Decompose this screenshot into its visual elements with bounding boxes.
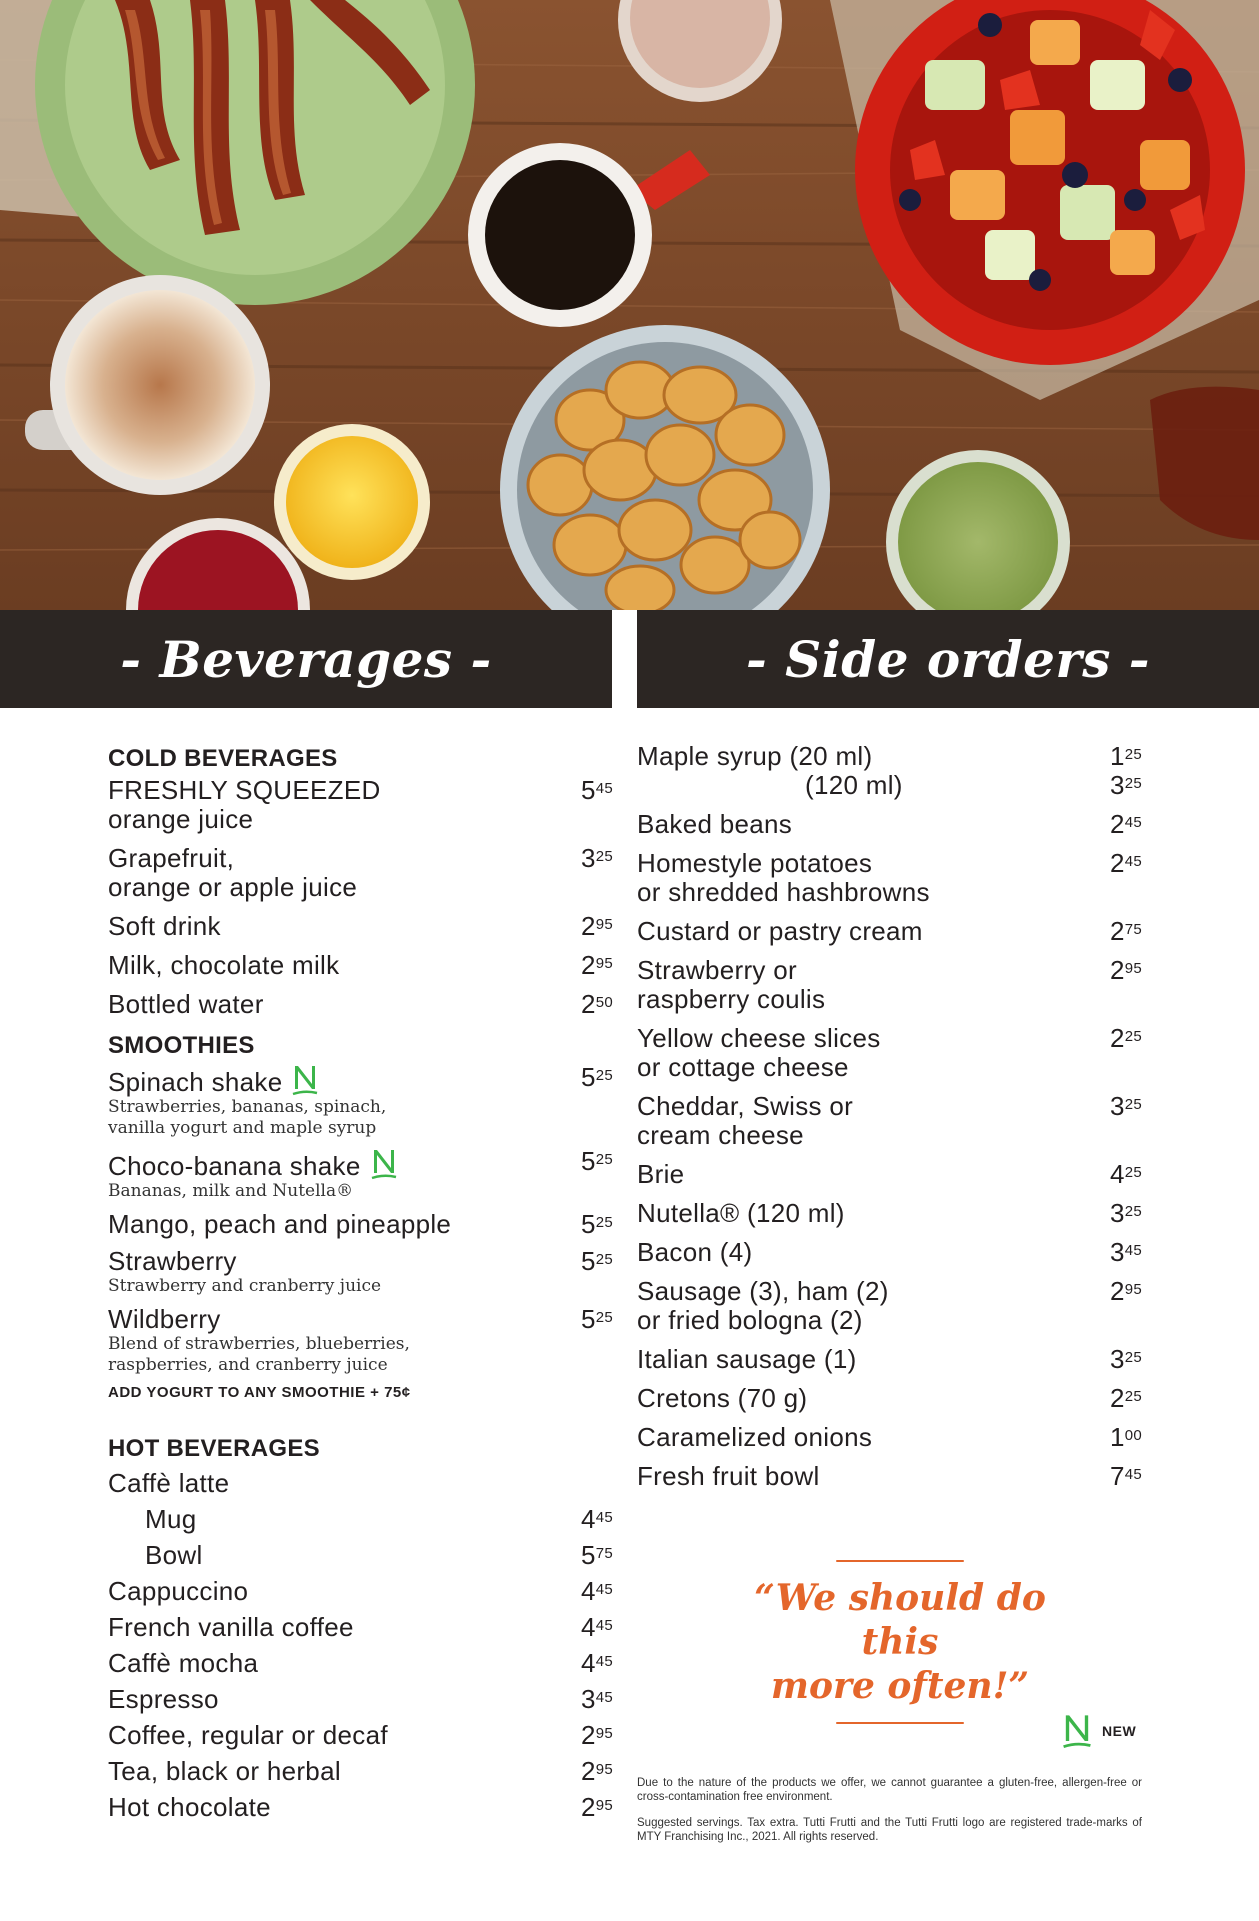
beverages-column [108, 742, 613, 1832]
item-price: $4^{45}$ [580, 1612, 613, 1642]
menu-item [108, 1247, 613, 1297]
item-price: $5^{45}$ [580, 775, 613, 805]
item-price: $3^{45}$ [580, 1684, 613, 1714]
menu-item [637, 771, 1142, 800]
item-name: Cheddar, Swiss or [637, 1091, 854, 1121]
item-name: Bacon (4) [637, 1237, 753, 1267]
menu-item [108, 776, 613, 834]
item-name: Caramelized onions [637, 1422, 873, 1452]
menu-item [108, 1721, 613, 1750]
item-name-line2: orange juice [108, 804, 254, 834]
menu-item [637, 1199, 1142, 1228]
item-price: $3^{25}$ [1109, 1091, 1142, 1121]
menu-item [637, 810, 1142, 839]
side-orders-banner: - Side orders - [637, 610, 1259, 708]
item-description: Blend of strawberries, blueberries, [108, 1334, 410, 1354]
item-price: $2^{45}$ [1109, 809, 1142, 839]
quote-rule-top [836, 1560, 964, 1562]
item-name-line2: raspberry coulis [637, 984, 826, 1014]
item-price: $2^{95}$ [1109, 1276, 1142, 1306]
item-description: Bananas, milk and Nutella® [108, 1181, 354, 1201]
menu-item [108, 951, 613, 980]
new-legend-label: NEW [1102, 1723, 1137, 1739]
tagline-quote [710, 1560, 1090, 1724]
menu-item [108, 1063, 613, 1139]
quote-rule-bottom [836, 1722, 964, 1724]
quote-line-2: more often!” [770, 1665, 1030, 1707]
item-price: $1^{25}$ [1109, 741, 1142, 771]
item-name: Espresso [108, 1684, 219, 1714]
item-price: $2^{25}$ [1109, 1383, 1142, 1413]
menu-item [637, 1277, 1142, 1335]
item-name: Maple syrup (20 ml) [637, 741, 873, 771]
item-description: Strawberries, bananas, spinach, [108, 1097, 387, 1117]
item-price: $2^{95}$ [580, 950, 613, 980]
item-name: Hot chocolate [108, 1792, 271, 1822]
item-name: Wildberry [108, 1304, 221, 1334]
menu-item [637, 1238, 1142, 1267]
item-price: $3^{25}$ [1109, 1344, 1142, 1374]
item-price: $7^{45}$ [1109, 1461, 1142, 1491]
menu-item [108, 1147, 613, 1202]
menu-item [108, 1505, 613, 1534]
item-price: $5^{25}$ [580, 1062, 613, 1092]
legal-disclaimer: Suggested servings. Tax extra. Tutti Frutti and the Tutti Frutti logo are registered trade-marks of MTY Franchising Inc., 2021. All rights reserved. [637, 1817, 1142, 1843]
hot-beverages-heading: HOT BEVERAGES [108, 1435, 320, 1462]
menu-item [637, 1092, 1142, 1150]
menu-item [637, 1384, 1142, 1413]
menu-item [637, 956, 1142, 1014]
item-price: $4^{45}$ [580, 1648, 613, 1678]
item-price: $3^{25}$ [1109, 1198, 1142, 1228]
allergen-disclaimer: Due to the nature of the products we offer, we cannot guarantee a gluten-free, allergen-free or cross-contamination free environment. [637, 1777, 1142, 1803]
smoothies-heading: SMOOTHIES [108, 1032, 255, 1059]
item-name: Mango, peach and pineapple [108, 1209, 452, 1239]
menu-item [108, 1613, 613, 1642]
item-name: Italian sausage (1) [637, 1344, 857, 1374]
menu-item [108, 912, 613, 941]
item-price: $2^{95}$ [580, 1720, 613, 1750]
menu-item [637, 1160, 1142, 1189]
new-legend [1062, 1712, 1136, 1750]
item-name-line2: cream cheese [637, 1120, 804, 1150]
item-name: Bowl [145, 1540, 203, 1570]
hero-food-photo [0, 0, 1259, 610]
item-price: $4^{45}$ [580, 1504, 613, 1534]
new-n-icon [292, 1063, 318, 1097]
item-name: Grapefruit, [108, 843, 235, 873]
item-price: $4^{45}$ [580, 1576, 613, 1606]
item-name: Sausage (3), ham (2) [637, 1276, 889, 1306]
item-price: $2^{95}$ [580, 911, 613, 941]
item-name: (120 ml) [805, 770, 903, 800]
item-price: $5^{75}$ [580, 1540, 613, 1570]
item-price: $2^{95}$ [580, 1792, 613, 1822]
menu-item [108, 990, 613, 1019]
cold-beverages-heading: COLD BEVERAGES [108, 745, 338, 772]
menu-item [108, 1541, 613, 1570]
menu-item [108, 844, 613, 902]
menu-item [108, 1649, 613, 1678]
menu-item [108, 1469, 613, 1498]
item-name: Custard or pastry cream [637, 916, 923, 946]
item-name: Milk, chocolate milk [108, 950, 340, 980]
item-name-line2: orange or apple juice [108, 872, 358, 902]
item-name: Caffè latte [108, 1468, 230, 1498]
item-name: Cretons (70 g) [637, 1383, 808, 1413]
item-name-line2: or shredded hashbrowns [637, 877, 930, 907]
menu-item [637, 849, 1142, 907]
item-name: Choco-banana shake [108, 1147, 533, 1181]
side-orders-column [637, 742, 1142, 1501]
menu-item [637, 1345, 1142, 1374]
item-name: Soft drink [108, 911, 221, 941]
menu-item [108, 1757, 613, 1786]
new-n-icon [1062, 1712, 1092, 1750]
item-name: Nutella® (120 ml) [637, 1198, 845, 1228]
menu-item [108, 1577, 613, 1606]
item-price: $2^{45}$ [1109, 848, 1142, 878]
item-name-line2: or cottage cheese [637, 1052, 849, 1082]
item-name: Tea, black or herbal [108, 1756, 341, 1786]
item-name: Fresh fruit bowl [637, 1461, 820, 1491]
item-price: $5^{25}$ [580, 1304, 613, 1334]
menu-item [637, 742, 1142, 771]
item-price: $5^{25}$ [580, 1146, 613, 1176]
menu-item [637, 917, 1142, 946]
item-description-line2: raspberries, and cranberry juice [108, 1355, 388, 1375]
item-name: Strawberry [108, 1246, 237, 1276]
yogurt-addon-note: ADD YOGURT TO ANY SMOOTHIE + 75¢ [108, 1384, 411, 1401]
item-price: $3^{25}$ [1109, 770, 1142, 800]
item-price: $2^{50}$ [580, 989, 613, 1019]
menu-item [637, 1024, 1142, 1082]
item-name: French vanilla coffee [108, 1612, 354, 1642]
menu-item [108, 1685, 613, 1714]
item-name-line2: or fried bologna (2) [637, 1305, 863, 1335]
item-name: Homestyle potatoes [637, 848, 873, 878]
item-description-line2: vanilla yogurt and maple syrup [108, 1118, 377, 1138]
item-price: $2^{95}$ [580, 1756, 613, 1786]
item-price: $3^{25}$ [580, 843, 613, 873]
item-description: Strawberry and cranberry juice [108, 1276, 382, 1296]
item-price: $5^{25}$ [580, 1246, 613, 1276]
item-price: $2^{75}$ [1109, 916, 1142, 946]
menu-item [637, 1423, 1142, 1452]
item-name: Cappuccino [108, 1576, 249, 1606]
menu-item [108, 1210, 613, 1239]
menu-item [108, 1305, 613, 1376]
item-name: Coffee, regular or decaf [108, 1720, 388, 1750]
item-price: $2^{25}$ [1109, 1023, 1142, 1053]
menu-item [108, 1793, 613, 1822]
item-name: Brie [637, 1159, 685, 1189]
beverages-banner: - Beverages - [0, 610, 612, 708]
item-name: FRESHLY SQUEEZED [108, 775, 381, 805]
item-name: Strawberry or [637, 955, 797, 985]
item-price: $3^{45}$ [1109, 1237, 1142, 1267]
item-name: Spinach shake [108, 1063, 533, 1097]
item-name: Bottled water [108, 989, 264, 1019]
item-name: Baked beans [637, 809, 793, 839]
item-name: Caffè mocha [108, 1648, 259, 1678]
item-price: $2^{95}$ [1109, 955, 1142, 985]
quote-line-1: “We should do this [754, 1577, 1046, 1663]
item-price: $5^{25}$ [580, 1209, 613, 1239]
new-n-icon [371, 1147, 397, 1181]
item-price: $4^{25}$ [1109, 1159, 1142, 1189]
item-name: Mug [145, 1504, 197, 1534]
item-name: Yellow cheese slices [637, 1023, 881, 1053]
menu-item [637, 1462, 1142, 1491]
item-price: $1^{00}$ [1109, 1422, 1142, 1452]
